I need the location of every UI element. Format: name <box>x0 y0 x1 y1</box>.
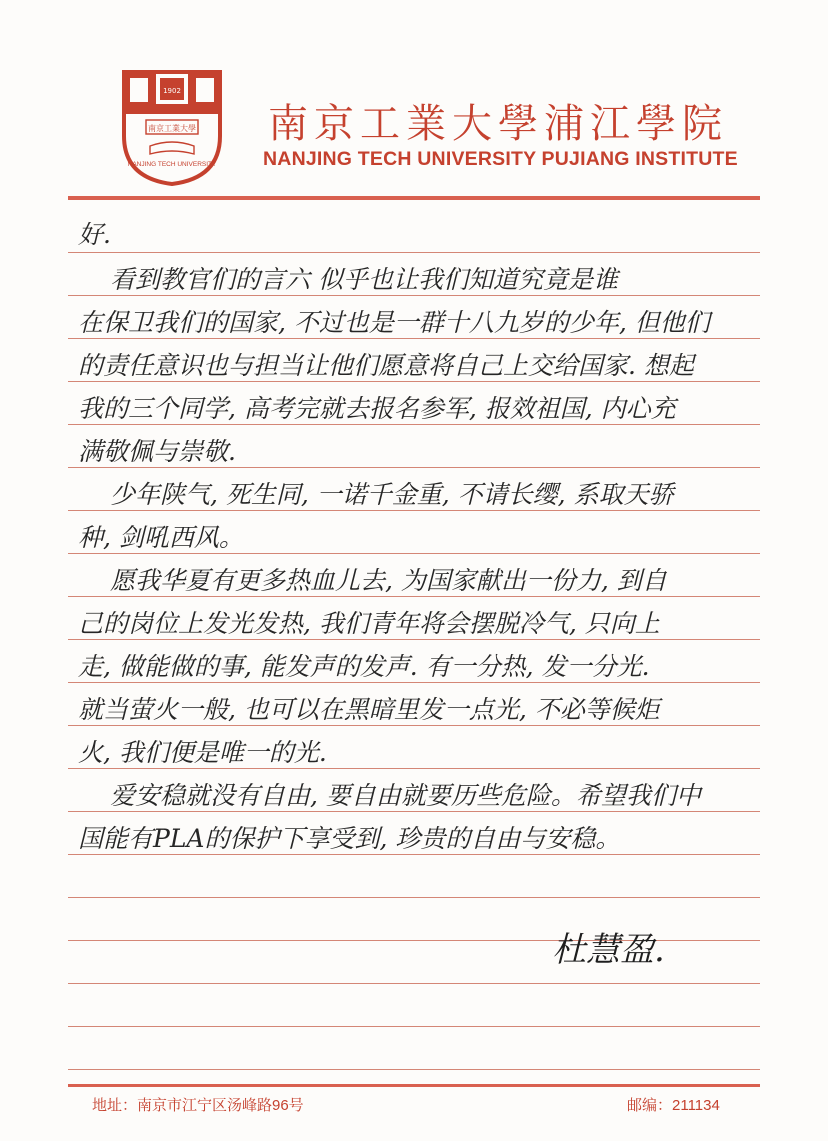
ruled-line <box>68 1069 760 1070</box>
ruled-line <box>68 897 760 898</box>
ruled-line <box>68 811 760 812</box>
ruled-line <box>68 854 760 855</box>
address-text: 地址：南京市江宁区汤峰路96号 <box>92 1097 304 1114</box>
ruled-line <box>68 983 760 984</box>
ruled-line <box>68 768 760 769</box>
ruled-line <box>68 467 760 468</box>
letter-line: 爱安稳就没有自由, 要自由就要历些危险。希望我们中 <box>110 781 701 810</box>
university-emblem-logo <box>120 68 224 186</box>
ruled-line <box>68 725 760 726</box>
letter-line: 种, 剑吼西风。 <box>78 523 244 552</box>
ruled-line <box>68 510 760 511</box>
ruled-line <box>68 682 760 683</box>
ruled-line <box>68 381 760 382</box>
ruled-line <box>68 295 760 296</box>
letter-line: 满敬佩与崇敬. <box>78 437 236 466</box>
svg-text:NANJING TECH UNIVERSITY: NANJING TECH UNIVERSITY <box>127 161 217 168</box>
footer-divider <box>68 1084 760 1087</box>
school-name-cn: 南京工業大學浦江學院 <box>268 101 728 147</box>
ruled-line <box>68 424 760 425</box>
letter-line: 就当萤火一般, 也可以在黑暗里发一点光, 不必等候炬 <box>78 695 660 724</box>
ruled-line <box>68 252 760 253</box>
svg-text:1902: 1902 <box>163 87 181 95</box>
header-divider <box>68 196 760 200</box>
postcode-text: 邮编：211134 <box>627 1097 720 1114</box>
letter-line-greeting: 好. <box>78 220 111 249</box>
school-name-en: NANJING TECH UNIVERSITY PUJIANG INSTITUTE <box>263 148 738 170</box>
letter-line: 在保卫我们的国家, 不过也是一群十八九岁的少年, 但他们 <box>78 308 710 337</box>
ruled-line <box>68 338 760 339</box>
letter-line: 走, 做能做的事, 能发声的发声. 有一分热, 发一分光. <box>78 652 650 681</box>
ruled-line <box>68 639 760 640</box>
letter-line: 看到教官们的言六 似乎也让我们知道究竟是谁 <box>110 265 618 294</box>
letter-line: 我的三个同学, 高考完就去报名参军, 报效祖国, 内心充 <box>78 394 676 423</box>
letter-line: 火, 我们便是唯一的光. <box>78 738 327 767</box>
signature: 杜慧盈. <box>552 930 665 970</box>
letter-line: 己的岗位上发光发热, 我们青年将会摆脱冷气, 只向上 <box>78 609 660 638</box>
ruled-line <box>68 553 760 554</box>
letter-line: 国能有PLA的保护下享受到, 珍贵的自由与安稳。 <box>78 824 621 853</box>
svg-text:南京工業大學: 南京工業大學 <box>148 124 196 133</box>
letter-line: 愿我华夏有更多热血儿去, 为国家献出一份力, 到自 <box>110 566 667 595</box>
letter-line: 少年陕气, 死生同, 一诺千金重, 不请长缨, 系取天骄 <box>110 480 674 509</box>
letter-line: 的责任意识也与担当让他们愿意将自己上交给国家. 想起 <box>78 351 694 380</box>
ruled-line <box>68 1026 760 1027</box>
ruled-line <box>68 596 760 597</box>
